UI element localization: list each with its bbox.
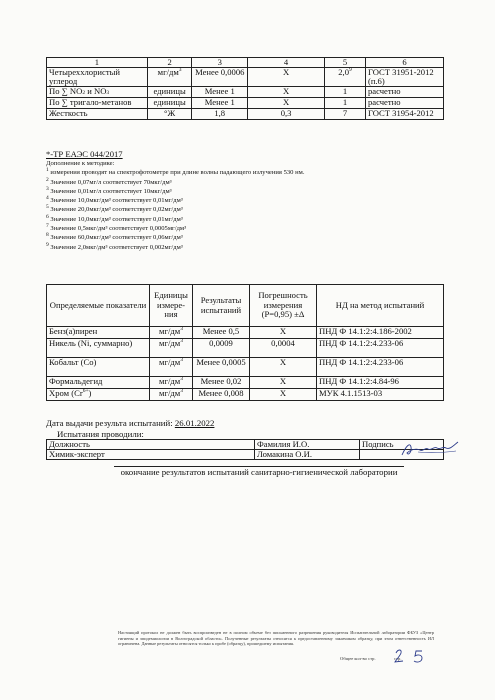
note-text: Значение 0,07мг/л соответствует 70мкг/дм³ (50, 178, 172, 186)
table-row (47, 389, 444, 401)
unit-cell (150, 358, 193, 377)
method-value: МУК 4.1.1513-03 (317, 389, 444, 401)
issue-date: 26.01.2022 (174, 418, 215, 428)
unit-sup: 3 (180, 388, 183, 394)
unit-sup: 3 (178, 67, 182, 73)
table-row (47, 377, 444, 389)
error-value: 0,3 (248, 109, 325, 120)
note-num: 1 (46, 167, 49, 174)
unit: мг/дм (159, 326, 181, 336)
unit: единицы (147, 98, 192, 109)
col-6-header: 6 (365, 58, 443, 68)
unit-cell (150, 389, 193, 401)
position-value: Химик-эксперт (47, 450, 255, 460)
method-value: расчетно (365, 98, 443, 109)
error-value: X (250, 327, 317, 339)
table-row (47, 327, 444, 339)
error-header: Погрешность измерения (Р=0,95) ±Δ (250, 285, 317, 327)
norm-cell (325, 68, 366, 87)
col-4-header: 4 (248, 58, 325, 68)
signature-header: Подпись (360, 440, 444, 450)
name-part: ) (88, 388, 92, 398)
note-num: 6 (46, 213, 49, 220)
indicator-name: Бенз(а)пирен (47, 327, 150, 339)
error-value: X (248, 87, 325, 98)
name-part: По ∑ NO (49, 86, 83, 96)
method-value: ПНД Ф 14.1:2:4.233-06 (317, 339, 444, 358)
norm-value: 7 (325, 109, 366, 120)
issue-date-line (46, 418, 214, 428)
table-row (47, 109, 444, 120)
col-1-header: 1 (47, 58, 148, 68)
note-item (46, 233, 446, 242)
note-num: 2 (46, 176, 49, 183)
result-value: 0,0009 (193, 339, 250, 358)
note-text: Значение 20,0мкг/дм³ соответствует 0,02мг/дм³ (50, 206, 183, 214)
note-num: 8 (46, 232, 49, 239)
table-row (47, 87, 444, 98)
method-value: ПНД Ф 14.1:2:4.84-96 (317, 377, 444, 389)
error-value: 0,0004 (250, 339, 317, 358)
table1-header-row (47, 58, 444, 68)
table-row (47, 339, 444, 358)
name-sup: 6+ (82, 388, 89, 394)
result-value: Менее 0,0005 (193, 358, 250, 377)
indicator-name: Жесткость (47, 109, 148, 120)
note-item (46, 224, 446, 233)
name-sub: 2 (82, 90, 86, 96)
error-value: X (250, 358, 317, 377)
regulation-ref: *-ТР ЕАЭС 044/2017 (46, 149, 123, 159)
position-header: Должность (47, 440, 255, 450)
unit: мг/дм (159, 376, 181, 386)
note-text: Значение 10,0мкг/дм³ соответствует 0,01мг/дм³ (50, 215, 183, 223)
note-item (46, 243, 446, 252)
note-text: измерения проводят на спектрофотометре при длине волны падающего излучения 530 нм. (50, 169, 305, 177)
units-header: Единицы измере-ния (150, 285, 193, 327)
col-2-header: 2 (147, 58, 192, 68)
norm-value: 1 (325, 98, 366, 109)
note-item (46, 168, 446, 177)
name-part: и NO (85, 86, 107, 96)
indicator-name: По ∑ тригало-метанов (47, 98, 148, 109)
table-row (47, 68, 444, 87)
unit-sup: 3 (180, 338, 183, 344)
unit: единицы (147, 87, 192, 98)
notes-title: Дополнение к методике: (46, 160, 115, 167)
col-3-header: 3 (192, 58, 248, 68)
unit: мг/дм (159, 357, 181, 367)
indicator-name: Четыреххлористый углерод (47, 68, 148, 87)
section-ending: окончание результатов испытаний санитарно-гигиенической лаборатории (114, 466, 404, 477)
unit-sup: 3 (180, 357, 183, 363)
method-header: НД на метод испытаний (317, 285, 444, 327)
unit: мг/дм (159, 388, 181, 398)
note-text: Значение 60,0мкг/дм³ соответствует 0,06мг/дм³ (50, 234, 183, 242)
unit-sup: 3 (180, 376, 183, 382)
error-value: X (250, 389, 317, 401)
fullname-value: Ломакина О.И. (255, 450, 360, 460)
method-value: ПНД Ф 14.1:2:4.233-06 (317, 358, 444, 377)
result-value: Менее 1 (192, 87, 248, 98)
method-value: ПНД Ф 14.1:2:4.186-2002 (317, 327, 444, 339)
method-notes (46, 149, 446, 252)
unit-cell (150, 377, 193, 389)
note-text: Значение 0,5мкг/дм³ соответствует 0,0005мг/дм³ (50, 225, 187, 233)
table-row (47, 358, 444, 377)
unit-sup: 3 (180, 326, 183, 332)
results-header: Результаты испытаний (193, 285, 250, 327)
handwritten-page-numbers (392, 645, 436, 665)
indicator-name (47, 389, 150, 401)
norm-footnote: 9 (349, 67, 352, 73)
note-item (46, 205, 446, 214)
note-num: 3 (46, 185, 49, 192)
indicators-header: Определяемые показатели (47, 285, 150, 327)
method-value: расчетно (365, 87, 443, 98)
method-value: ГОСТ 31954-2012 (365, 109, 443, 120)
testers-title: Испытания проводили: (57, 429, 144, 439)
result-value: Менее 0,008 (193, 389, 250, 401)
note-num: 7 (46, 223, 49, 230)
result-value: Менее 0,5 (193, 327, 250, 339)
note-item (46, 178, 446, 187)
table2-header-row (47, 285, 444, 327)
unit: мг/дм (157, 67, 179, 77)
error-value: X (250, 377, 317, 389)
result-value: Менее 1 (192, 98, 248, 109)
note-text: Значение 0,01мг/л соответствует 10мкг/дм³ (50, 187, 172, 195)
legal-footer: Настоящий протокол не должен быть воспроизведен не в полном объеме без письменного разрешения руководителя Испытательной лаборатории ФБУЗ «Центр гигиены и эпидемиологии в Волгоградской области». Полученные результаты относятся к предоставленному заказчиком образцу, при этом ответственность ИЛ ограничена. Данные результаты относятся только к пробе (образцу), прошедшему испытания. (118, 630, 434, 646)
note-text: Значение 2,0мкг/дм³ соответствует 0,002мг/дм³ (50, 243, 183, 251)
error-value: X (248, 68, 325, 87)
note-item (46, 187, 446, 196)
norm-value: 2,0 (338, 67, 349, 77)
method-value: ГОСТ 31951-2012 (п.6) (365, 68, 443, 87)
indicator-name: Никель (Ni, суммарно) (47, 339, 150, 358)
table-row (47, 440, 444, 450)
handwritten-signature (398, 438, 462, 460)
result-value: Менее 0,0006 (192, 68, 248, 87)
note-num: 4 (46, 195, 49, 202)
unit-cell (150, 327, 193, 339)
note-item (46, 215, 446, 224)
fullname-header: Фамилия И.О. (255, 440, 360, 450)
col-5-header: 5 (325, 58, 366, 68)
unit-cell (150, 339, 193, 358)
note-num: 5 (46, 204, 49, 211)
testers-table (46, 439, 444, 460)
error-value: X (248, 98, 325, 109)
table-row (47, 450, 444, 460)
unit: °Ж (147, 109, 192, 120)
note-text: Значение 10,0мкг/дм³ соответствует 0,01мг/дм³ (50, 197, 183, 205)
name-part: Хром (Cr (49, 388, 83, 398)
note-item (46, 196, 446, 205)
results-table-1 (46, 57, 444, 120)
indicator-name (47, 87, 148, 98)
name-sub: 3 (106, 90, 110, 96)
issue-label: Дата выдачи результа испытаний: (46, 418, 175, 428)
result-value: 1,8 (192, 109, 248, 120)
note-num: 9 (46, 241, 49, 248)
table-row (47, 98, 444, 109)
norm-value: 1 (325, 87, 366, 98)
indicator-name: Формальдегид (47, 377, 150, 389)
page-label: стр. (393, 656, 402, 661)
page-count-label: Общее кол-во стр. (340, 656, 376, 661)
indicator-name: Кобальт (Co) (47, 358, 150, 377)
result-value: Менее 0,02 (193, 377, 250, 389)
results-table-2 (46, 284, 444, 401)
unit-cell (147, 68, 192, 87)
unit: мг/дм (159, 338, 181, 348)
